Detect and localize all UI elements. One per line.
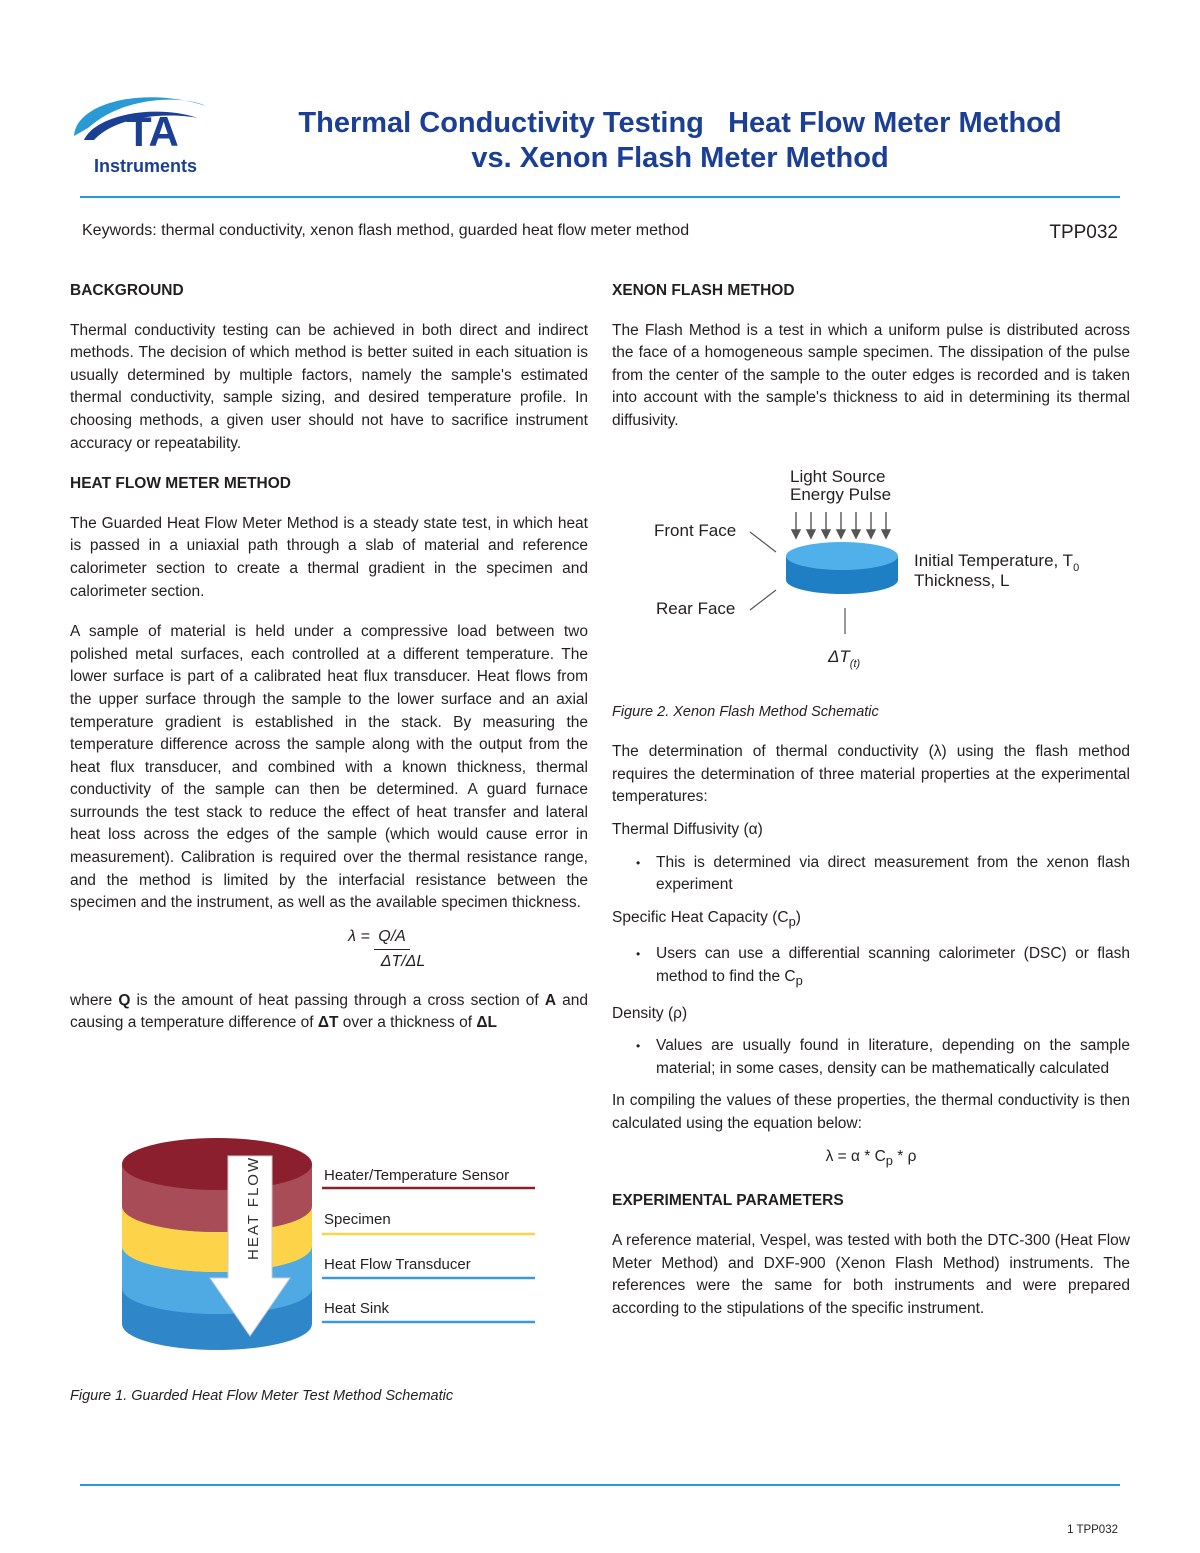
where-a: A: [544, 991, 557, 1009]
where-text-3: and causing a temperature difference of: [70, 991, 588, 1032]
cp-label-close: ): [795, 908, 801, 926]
cp-bullet-text: Users can use a differential scanning calorimeter (DSC) or flash method to find the C: [656, 945, 1130, 985]
rear-face-label: Rear Face: [656, 599, 736, 618]
where-dl: ΔL: [476, 1014, 497, 1032]
thickness-label: Thickness, L: [914, 571, 1010, 590]
page-number: 1 TPP032: [1067, 1524, 1118, 1536]
figure-2-caption: Figure 2. Xenon Flash Method Schematic: [612, 703, 879, 720]
xenon-flash-paragraph: The Flash Method is a test in which a uniform pulse is distributed across the face of a homogeneous sample specimen. The dissipation of the pulse from the center of the sample to the outer edges is recorded and is taken into account with the sample's thickness to aid in determining its thermal diffusivity.: [612, 321, 1130, 429]
experimental-paragraph: A reference material, Vespel, was tested with both the DTC-300 (Heat Flow Meter Method) and DXF-900 (Xenon Flash Method) instruments. The references were the same for both instruments and were prepared according to the stipulations of the specific instrument.: [612, 1231, 1130, 1317]
header-divider: [80, 196, 1120, 198]
eq2-part-b: * ρ: [892, 1147, 917, 1165]
title-line-2: vs. Xenon Flash Meter Method: [471, 142, 889, 174]
figure-1-heat-flow-schematic: [110, 1138, 540, 1353]
cp-label-text: Specific Heat Capacity (C: [612, 908, 789, 926]
where-text-4: over a thickness of: [338, 1014, 477, 1032]
compile-paragraph: In compiling the values of these properties, the thermal conductivity is then calculated using the equation below:: [612, 1092, 1130, 1133]
rear-face-pointer: [750, 590, 776, 610]
equation-numerator: Q/A: [374, 925, 410, 950]
experimental-heading: EXPERIMENTAL PARAMETERS: [612, 1192, 844, 1210]
determination-paragraph: The determination of thermal conductivity (λ) using the flash method requires the determination of three material properties at the experimental temperatures:: [612, 743, 1130, 806]
initial-temperature-sub: 0: [1073, 562, 1080, 574]
front-face-label: Front Face: [654, 521, 737, 540]
where-text-2: is the amount of heat passing through a cross section of: [130, 991, 545, 1009]
hfm-paragraph-2: A sample of material is held under a compressive load between two polished metal surfaces, each controlled at a different temperature. The lower surface is part of a calibrated heat flux transducer. Heat flows from the upper surface through the sample to the lower surface and an axial temperature gradient is established in the stack. By measuring the temperature difference across the sample along with the output from the heat flux transducer, and combined with a known thickness, thermal conductivity of the sample can then be determined. A guard furnace surrounds the test stack to reduce the effect of heat transfer and lateral heat loss across the edges of the sample (which would cause error in measurement). Calibration is required over the thermal resistance range, and the method is limited by the interfacial resistance between the specimen and the instrument, as well as the available specimen thickness.: [70, 623, 588, 912]
page-title: [240, 106, 1120, 176]
xenon-flash-diagram: [640, 460, 1120, 680]
logo-instruments-text: Instruments: [94, 156, 198, 176]
initial-temperature-text: Initial Temperature, T: [914, 551, 1074, 570]
background-paragraph: Thermal conductivity testing can be achieved in both direct and indirect methods. The decision of which method is better suited in each situation is usually determined by multiple factors, namely the sample's estimated thermal conductivity, sample sizing, and desired temperature profile. In choosing methods, a given user should not have to sacrifice instrument accuracy or repeatability.: [70, 321, 588, 452]
diffusivity-label: Thermal Diffusivity (α): [612, 820, 763, 838]
title-line-1: Thermal Conductivity Testing Heat Flow Meter Method: [298, 107, 1062, 139]
where-q: Q: [118, 991, 131, 1009]
where-dt: ΔT: [317, 1014, 339, 1032]
cp-label: [612, 907, 1130, 934]
right-column: [612, 280, 1130, 1338]
sample-disc-top: [786, 542, 898, 570]
xenon-flash-heading: XENON FLASH METHOD: [612, 282, 795, 299]
ta-instruments-logo: [66, 84, 216, 179]
conductivity-product-equation: [612, 1146, 1130, 1173]
logo-ta-text: TA: [126, 108, 179, 155]
heat-flow-stack-diagram: [110, 1138, 540, 1353]
heat-flow-label: HEAT FLOW: [245, 1155, 262, 1260]
left-column: [70, 280, 588, 1053]
front-face-pointer: [750, 532, 776, 552]
footer-divider: [80, 1484, 1120, 1486]
conductivity-equation: [70, 925, 588, 974]
equation-denominator: ΔT/ΔL: [380, 952, 426, 970]
density-bullet: • Values are usually found in literature, depending on the sample material; in some cases, density can be mathematically calculated: [612, 1035, 1130, 1080]
document-code: TPP032: [1049, 222, 1118, 243]
fig1-label-heater: Heater/Temperature Sensor: [324, 1167, 510, 1184]
where-paragraph: [70, 990, 588, 1035]
light-arrows-icon: [792, 512, 890, 538]
hfm-paragraph-1: The Guarded Heat Flow Meter Method is a steady state test, in which heat is passed in a uniaxial path through a slab of material and reference calorimeter section to create a thermal gradient in the specimen and calorimeter section.: [70, 514, 588, 600]
energy-pulse-label: Energy Pulse: [790, 485, 892, 504]
logo-swoosh-icon: [66, 84, 216, 179]
delta-t-text: ΔT: [828, 647, 850, 666]
fig1-label-specimen: Specimen: [324, 1211, 391, 1228]
cp-bullet-sub: p: [795, 973, 803, 989]
heater-top: [122, 1138, 312, 1190]
eq2-sub: p: [885, 1152, 893, 1168]
density-label: Density (ρ): [612, 1004, 688, 1022]
delta-t-sub: (t): [849, 658, 861, 670]
figure-2-xenon-flash-schematic: [640, 460, 1120, 680]
figure-1-caption: Figure 1. Guarded Heat Flow Meter Test Method Schematic: [70, 1388, 454, 1404]
fig1-label-transducer: Heat Flow Transducer: [324, 1256, 471, 1273]
delta-t-label: [827, 647, 861, 670]
light-source-label: Light Source: [790, 467, 886, 486]
eq2-part-a: λ = α * C: [825, 1147, 886, 1165]
cp-bullet: [612, 943, 1130, 992]
diffusivity-bullet: • This is determined via direct measurement from the xenon flash experiment: [612, 852, 1130, 897]
background-heading: BACKGROUND: [70, 282, 184, 299]
where-text-1: where: [70, 991, 119, 1009]
cp-label-sub: p: [788, 913, 796, 929]
equation-lhs: λ =: [348, 927, 375, 945]
keywords-line: Keywords: thermal conductivity, xenon flash method, guarded heat flow meter method: [82, 222, 690, 239]
hfm-heading: HEAT FLOW METER METHOD: [70, 475, 291, 493]
fig1-label-heat-sink: Heat Sink: [324, 1300, 390, 1317]
